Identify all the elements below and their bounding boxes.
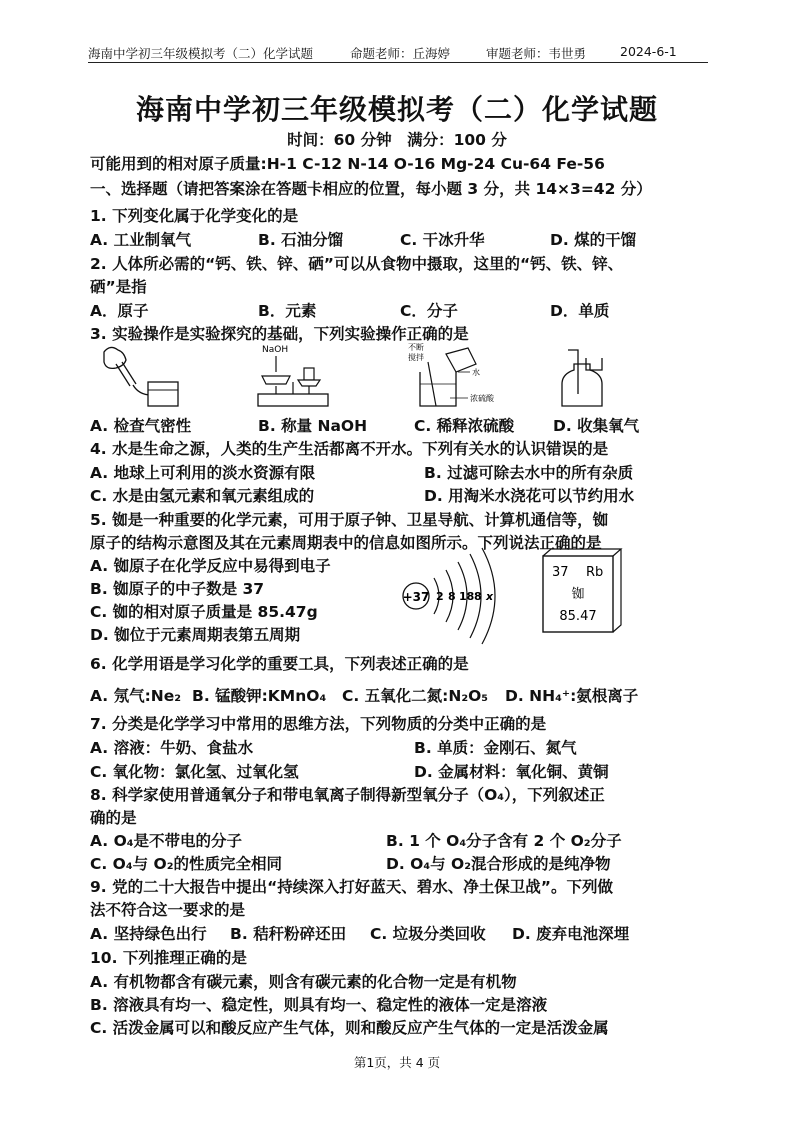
q3-option-d: D. 收集氧气 (553, 417, 640, 435)
q9-option-a: A. 坚持绿色出行 (90, 925, 207, 943)
q8-option-b: B. 1 个 O₄分子含有 2 个 O₂分子 (386, 832, 622, 850)
q4-option-a: A. 地球上可利用的淡水资源有限 (90, 464, 316, 482)
shell-3-count: 18 (459, 590, 475, 603)
water-label: 水 (472, 368, 480, 377)
q9-stem-line1: 9. 党的二十大报告中提出“持续深入打好蓝天、碧水、净土保卫战”。下列做 (90, 878, 613, 896)
q9-option-b: B. 秸秆粉碎还田 (230, 925, 347, 943)
q7-option-b: B. 单质：金刚石、氮气 (414, 739, 577, 757)
atomic-mass-line: 可能用到的相对原子质量:H-1 C-12 N-14 O-16 Mg-24 Cu-64 Fe-56 (90, 155, 605, 173)
naoh-label: NaOH (262, 345, 289, 355)
q1-option-b: B. 石油分馏 (258, 231, 344, 249)
q2-option-c: C．分子 (400, 302, 458, 320)
q8-stem-line1: 8. 科学家使用普通氧分子和带电氧离子制得新型氧分子（O₄），下列叙述正 (90, 786, 605, 804)
acid-label: 浓硫酸 (470, 394, 494, 403)
q4-option-d: D. 用淘米水浇花可以节约用水 (424, 487, 635, 505)
q6-stem: 6. 化学用语是学习化学的重要工具，下列表述正确的是 (90, 655, 469, 673)
rubidium-atom-diagram (398, 546, 518, 646)
q3-apparatus-figures (90, 342, 690, 414)
q10-option-b: B. 溶液具有均一、稳定性，则具有均一、稳定性的液体一定是溶液 (90, 996, 548, 1014)
element-name: 铷 (571, 587, 585, 602)
q10-option-a: A. 有机物都含有碳元素，则含有碳元素的化合物一定是有机物 (90, 973, 517, 991)
q9-stem-line2: 法不符合这一要求的是 (90, 901, 246, 919)
q5-option-c: C. 铷的相对原子质量是 85.47g (90, 603, 318, 621)
section-heading: 一、选择题（请把答案涂在答题卡相应的位置，每小题 3 分，共 14×3=42 分） (90, 180, 652, 198)
q6-option-c: C. 五氧化二氮:N₂O₅ (342, 687, 489, 705)
shell-4-count: 8 (474, 590, 482, 603)
q3-option-c: C. 稀释浓硫酸 (414, 417, 515, 435)
q6-option-b: B. 锰酸钾:KMnO₄ (192, 687, 327, 705)
q8-option-a: A. O₄是不带电的分子 (90, 832, 243, 850)
stir-label-2: 搅拌 (408, 353, 424, 362)
page-title: 海南中学初三年级模拟考（二）化学试题 (135, 93, 658, 126)
q10-option-c: C. 活泼金属可以和酸反应产生气体，则和酸反应产生气体的一定是活泼金属 (90, 1019, 609, 1037)
q6-option-d: D. NH₄⁺:氨根离子 (505, 687, 639, 705)
q7-option-c: C. 氧化物：氯化氢、过氧化氢 (90, 763, 299, 781)
oxygen-collection-figure (562, 350, 602, 406)
q5-option-a: A. 铷原子在化学反应中易得到电子 (90, 557, 331, 575)
dilute-acid-figure (408, 342, 495, 406)
q4-option-b: B. 过滤可除去水中的所有杂质 (424, 464, 634, 482)
shell-2-count: 8 (448, 590, 456, 603)
q2-stem-line2: 硒”是指 (90, 278, 147, 296)
q5-option-d: D. 铷位于元素周期表第五周期 (90, 626, 301, 644)
q7-stem: 7. 分类是化学学习中常用的思维方法，下列物质的分类中正确的是 (90, 715, 547, 733)
header-exam-name: 海南中学初三年级模拟考（二）化学试题 (88, 46, 314, 61)
q8-option-d: D. O₄与 O₂混合形成的是纯净物 (386, 855, 611, 873)
header-reviewer: 审题老师：韦世勇 (486, 46, 587, 61)
q6-option-a: A. 氖气:Ne₂ (90, 687, 182, 705)
q5-option-b: B. 铷原子的中子数是 37 (90, 580, 265, 598)
header-author: 命题老师：丘海婷 (350, 46, 451, 61)
q2-option-a: A．原子 (90, 302, 149, 320)
q3-option-a: A. 检查气密性 (90, 417, 192, 435)
page-header (88, 40, 708, 63)
q2-option-b: B．元素 (258, 302, 317, 320)
header-date: 2024-6-1 (620, 44, 677, 59)
q2-option-d: D．单质 (550, 302, 610, 320)
q1-stem: 1. 下列变化属于化学变化的是 (90, 207, 299, 225)
q4-option-c: C. 水是由氢元素和氧元素组成的 (90, 487, 315, 505)
element-symbol: Rb (586, 565, 604, 580)
q8-stem-line2: 确的是 (90, 809, 137, 827)
q4-stem: 4. 水是生命之源，人类的生产生活都离不开水。下列有关水的认识错误的是 (90, 440, 609, 458)
time-score: 时间：60 分钟 满分：100 分 (287, 131, 507, 149)
q8-option-c: C. O₄与 O₂的性质完全相同 (90, 855, 282, 873)
q5-stem-line1: 5. 铷是一种重要的化学元素，可用于原子钟、卫星导航、计算机通信等，铷 (90, 511, 609, 529)
periodic-table-cell (542, 548, 624, 634)
balance-naoh-figure (258, 345, 328, 406)
q7-option-d: D. 金属材料：氧化铜、黄铜 (414, 763, 609, 781)
q3-stem: 3. 实验操作是实验探究的基础，下列实验操作正确的是 (90, 325, 469, 343)
q1-option-d: D. 煤的干馏 (550, 231, 637, 249)
nucleus-charge: +37 (402, 590, 430, 604)
q1-option-c: C. 干冰升华 (400, 231, 485, 249)
shell-5-count: x (486, 590, 494, 603)
q9-option-c: C. 垃圾分类回收 (370, 925, 486, 943)
q2-stem-line1: 2. 人体所必需的“钙、铁、锌、硒”可以从食物中摄取，这里的“钙、铁、锌、 (90, 255, 624, 273)
q10-stem: 10. 下列推理正确的是 (90, 949, 247, 967)
page-footer: 第1页，共 4 页 (353, 1055, 441, 1070)
q9-option-d: D. 废弃电池深埋 (512, 925, 630, 943)
shell-1-count: 2 (436, 590, 444, 603)
stir-label-1: 不断 (408, 343, 424, 352)
element-mass: 85.47 (559, 609, 597, 624)
q5-stem-line2: 原子的结构示意图及其在元素周期表中的信息如图所示。下列说法正确的是 (90, 534, 602, 552)
q7-option-a: A. 溶液：牛奶、食盐水 (90, 739, 254, 757)
element-number: 37 (552, 565, 569, 580)
airtightness-check-figure (104, 347, 178, 406)
q3-option-b: B. 称量 NaOH (258, 417, 368, 435)
q1-option-a: A. 工业制氧气 (90, 231, 192, 249)
